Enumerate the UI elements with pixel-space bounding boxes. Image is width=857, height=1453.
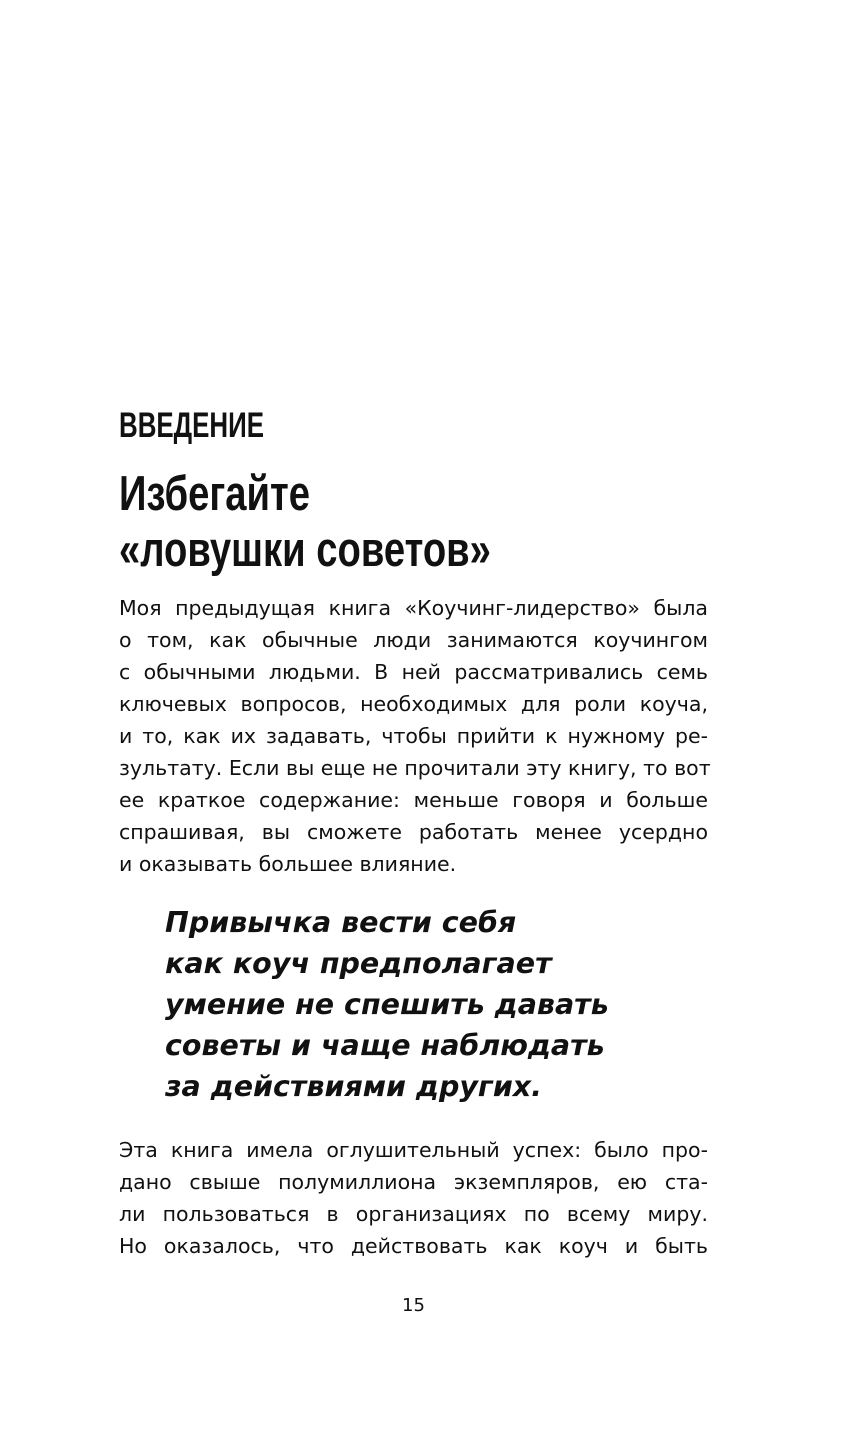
text-line: зультату. Если вы еще не прочитали эту книгу, то вот [119,756,711,780]
paragraph-1 [119,592,711,880]
text-line: ли пользоваться в организациях по всему миру. [119,1202,708,1226]
text-line: Но оказалось, что действовать как коуч и быть [119,1234,708,1258]
page-number: 15 [402,1295,425,1316]
text-line: ключевых вопросов, необходимых для роли коуча, [119,692,708,716]
chapter-title [119,466,618,578]
pull-quote-line: умение не спешить давать [165,988,609,1021]
chapter-title-line: «ловушки советов» [119,523,491,577]
text-line: и то, как их задавать, чтобы прийти к нужному ре- [119,724,708,748]
text-line: дано свыше полумиллиона экземпляров, ею ста- [119,1170,708,1194]
text-line: о том, как обычные люди занимаются коучингом [119,628,708,652]
text-line: Эта книга имела оглушительный успех: было про- [119,1138,708,1162]
text-line: и оказывать большее влияние. [119,852,457,876]
pull-quote-line: как коуч предполагает [165,947,552,980]
pull-quote-line: Привычка вести себя [165,906,517,939]
pull-quote-line: за действиями других. [165,1070,542,1103]
text-line: с обычными людьми. В ней рассматривались семь [119,660,708,684]
text-line: Моя предыдущая книга «Коучинг-лидерство» была [119,596,708,620]
pull-quote [165,902,685,1107]
text-line: спрашивая, вы сможете работать менее усердно [119,820,708,844]
text-line: ее краткое содержание: меньше говоря и больше [119,788,708,812]
chapter-title-line: Избегайте [119,467,311,521]
section-label: ВВЕДЕНИЕ [119,406,265,445]
pull-quote-line: советы и чаще наблюдать [165,1029,605,1062]
paragraph-2 [119,1134,708,1262]
